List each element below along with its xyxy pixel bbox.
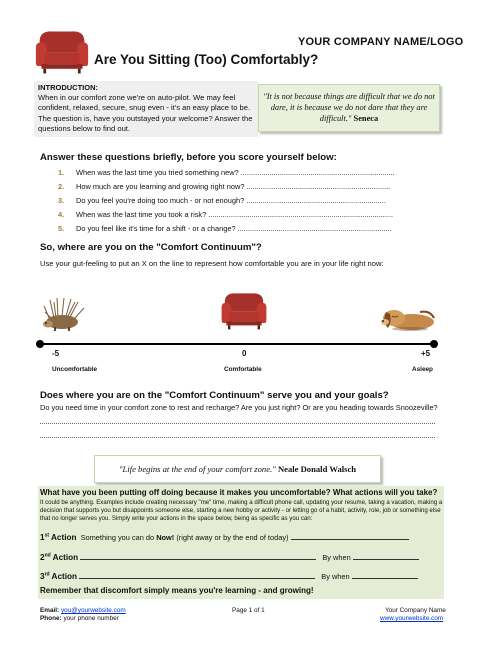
quote-author: Seneca <box>353 114 379 123</box>
first-action-label: 1st Action <box>40 532 77 542</box>
actions-heading: What have you been putting off doing because it makes you uncomfortable? What actions will you take? <box>40 488 438 497</box>
first-action-input[interactable] <box>291 531 409 540</box>
third-action-label: 3rd Action <box>40 571 78 581</box>
page-number: Page 1 of 1 <box>232 607 265 614</box>
second-action-input[interactable] <box>80 551 316 560</box>
tick-minus-five: -5 <box>52 349 60 358</box>
phone-value: your phone number <box>63 615 119 622</box>
tick-zero: 0 <box>242 349 247 358</box>
walsch-quote <box>94 455 381 483</box>
questions-heading: Answer these questions briefly, before you score yourself below: <box>40 152 337 163</box>
introduction-text: When in our comfort zone we're on auto-pilot. We may feel confident, relaxed, secure, snug even - it's an easy place to be. The question is, have you outstayed your welcome? Answer the questions below to find out. <box>38 93 253 134</box>
second-by-when-input[interactable] <box>353 551 419 560</box>
footer-email <box>40 607 126 614</box>
seneca-quote <box>258 84 440 132</box>
question-item <box>58 210 393 219</box>
first-action-hint: Something you can do Now! (right away or by the end of today) <box>80 533 289 542</box>
answer-line[interactable] <box>40 437 435 438</box>
label-comfortable: Comfortable <box>224 366 262 373</box>
question-text: When was the last time you took a risk? .......................................................................................... <box>76 210 394 219</box>
third-by-when-input[interactable] <box>352 570 418 579</box>
footer-company: Your Company Name <box>385 607 446 614</box>
footer-website <box>380 615 443 622</box>
first-action-row <box>40 531 409 542</box>
by-when-label: By when <box>322 553 351 562</box>
question-item <box>58 168 395 177</box>
company-logo-text: YOUR COMPANY NAME/LOGO <box>298 36 464 48</box>
question-item <box>58 224 392 233</box>
comfort-continuum-line[interactable] <box>40 343 434 345</box>
question-number: 3. <box>58 196 65 205</box>
by-when-label: By when <box>321 572 350 581</box>
page-title: Are You Sitting (Too) Comfortably? <box>94 52 319 67</box>
question-number: 2. <box>58 182 65 191</box>
footer-phone <box>40 615 119 622</box>
second-action-label: 2nd Action <box>40 552 79 562</box>
label-uncomfortable: Uncomfortable <box>52 366 98 373</box>
question-text: Do you feel you're doing too much - or not enough? .................................................................... <box>76 196 386 205</box>
quote-author: Neale Donald Walsch <box>277 464 357 474</box>
right-endpoint-dot <box>430 340 438 348</box>
armchair-icon <box>34 28 90 76</box>
actions-closing-note: Remember that discomfort simply means you're learning - and growing! <box>40 586 314 595</box>
phone-label: Phone: <box>40 615 62 622</box>
actions-description: It could be anything. Examples include creating necessary "me" time, making a difficult phone call, updating your resume, taking a vacation, making a decision that supports you but disappoints someone else, starting a new hobby or activity - or letting go of a habit, activity, role, job or something else that no longer serves you. Simply write your actions in the space below, being as specific as you can: <box>40 499 443 522</box>
tick-plus-five: +5 <box>421 349 431 358</box>
question-number: 1. <box>58 168 65 177</box>
serve-goals-heading: Does where you are on the "Comfort Continuum" serve you and your goals? <box>40 390 389 401</box>
question-item <box>58 182 390 191</box>
third-action-input[interactable] <box>79 570 315 579</box>
website-link[interactable]: www.yourwebsite.com <box>380 615 444 622</box>
introduction-heading: INTRODUCTION: <box>38 83 98 92</box>
quote-text: "Life begins at the end of your comfort zone." <box>118 464 276 474</box>
sleeping-dog-icon <box>380 300 436 332</box>
continuum-instructions: Use your gut-feeling to put an X on the line to represent how comfortable you are in your life right now: <box>40 259 384 268</box>
armchair-icon <box>220 290 268 332</box>
introduction-box <box>34 81 258 137</box>
third-action-row <box>40 570 418 581</box>
question-text: Do you feel like it's time for a shift - or a change? ........................................................................... <box>76 224 392 233</box>
second-action-row <box>40 551 419 562</box>
porcupine-icon <box>42 296 86 332</box>
label-asleep: Asleep <box>412 366 433 373</box>
serve-goals-question: Do you need time in your comfort zone to rest and recharge? Are you just right? Or are you heading towards Snoozeville? <box>40 403 438 412</box>
email-link[interactable]: you@yourwebsite.com <box>60 607 126 614</box>
question-text: When was the last time you tried something new? ........................................................................... <box>76 168 395 177</box>
continuum-heading: So, where are you on the "Comfort Continuum"? <box>40 242 262 253</box>
quote-text: "It is not because things are difficult that we do not dare, it is because we do not dare that they are difficult." <box>263 92 435 123</box>
answer-line[interactable] <box>40 423 435 424</box>
question-number: 4. <box>58 210 65 219</box>
question-text: How much are you learning and growing right now? ...................................................................... <box>76 182 391 191</box>
left-endpoint-dot <box>36 340 44 348</box>
email-label: Email: <box>40 607 60 614</box>
question-item <box>58 196 386 205</box>
question-number: 5. <box>58 224 65 233</box>
